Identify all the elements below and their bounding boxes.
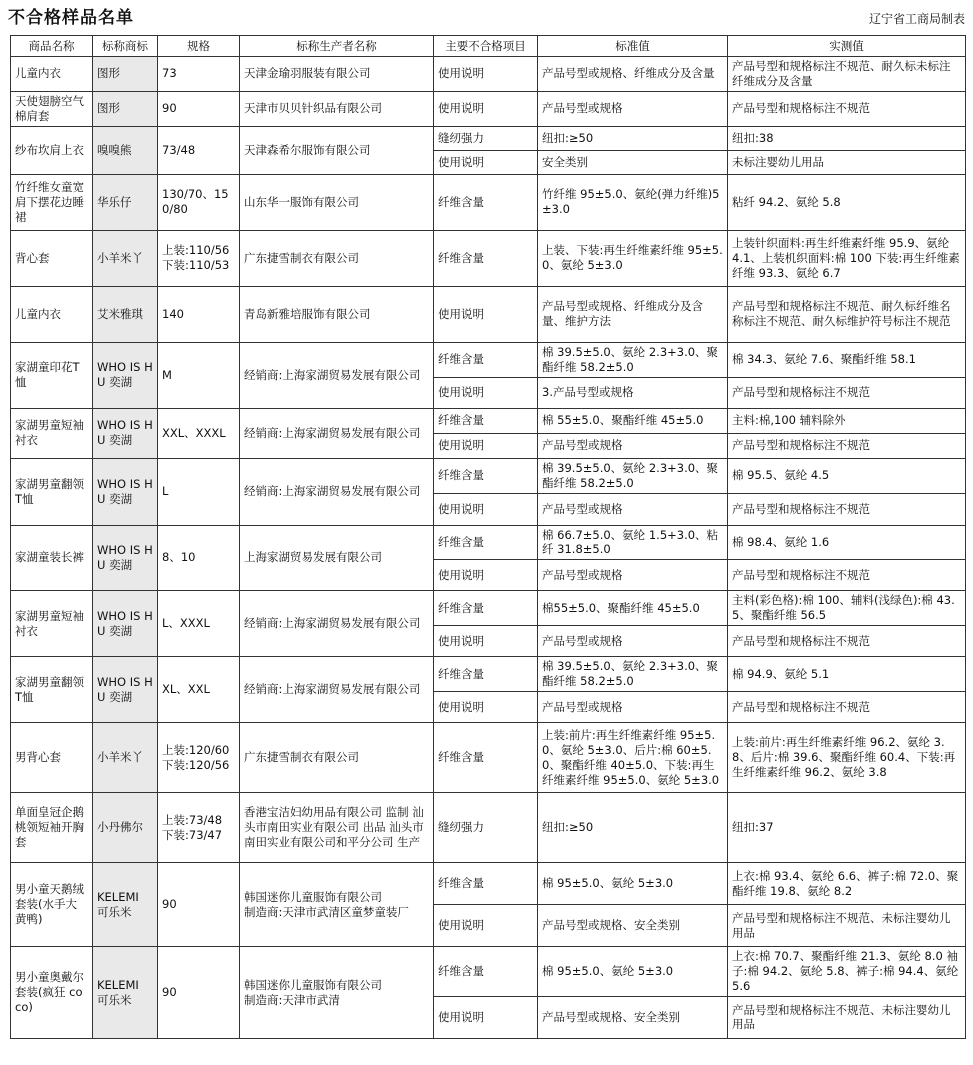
cell-measured-value: 主料:棉,100 辅料除外 — [728, 408, 966, 433]
cell-standard-value: 棉 95±5.0、氨纶 5±3.0 — [538, 863, 728, 905]
cell-product-name: 男背心套 — [11, 723, 93, 793]
cell-product-name: 家湖童装长裤 — [11, 525, 93, 591]
cell-standard-value: 产品号型或规格、安全类别 — [538, 996, 728, 1038]
cell-standard-value: 纽扣:≥50 — [538, 793, 728, 863]
table-row — [11, 863, 966, 905]
cell-measured-value: 产品号型和规格标注不规范、未标注婴幼儿用品 — [728, 905, 966, 947]
cell-brand: WHO IS HU 奕湖 — [93, 342, 158, 408]
cell-measured-value: 纽扣:38 — [728, 126, 966, 150]
cell-spec: 90 — [158, 863, 240, 947]
cell-product-name: 儿童内衣 — [11, 57, 93, 92]
cell-spec: 90 — [158, 91, 240, 126]
cell-spec: 上装:110/56 下装:110/53 — [158, 230, 240, 286]
table-row — [11, 230, 966, 286]
header-producer: 标称生产者名称 — [240, 36, 434, 57]
cell-standard-value: 产品号型或规格、纤维成分及含量、维护方法 — [538, 286, 728, 342]
cell-failed-item: 纤维含量 — [434, 591, 538, 626]
cell-failed-item: 纤维含量 — [434, 230, 538, 286]
cell-producer: 山东华一服饰有限公司 — [240, 174, 434, 230]
cell-failed-item: 使用说明 — [434, 493, 538, 525]
cell-failed-item: 使用说明 — [434, 57, 538, 92]
cell-brand: 图形 — [93, 57, 158, 92]
cell-failed-item: 使用说明 — [434, 91, 538, 126]
header-measured-value: 实测值 — [728, 36, 966, 57]
cell-spec: L — [158, 458, 240, 525]
cell-measured-value: 产品号型和规格标注不规范 — [728, 626, 966, 657]
cell-producer: 经销商:上海家湖贸易发展有限公司 — [240, 591, 434, 657]
cell-standard-value: 棉 66.7±5.0、氨纶 1.5+3.0、粘纤 31.8±5.0 — [538, 525, 728, 560]
cell-failed-item: 缝纫强力 — [434, 126, 538, 150]
cell-standard-value: 产品号型或规格 — [538, 692, 728, 723]
cell-producer: 天津市贝贝针织品有限公司 — [240, 91, 434, 126]
table-row — [11, 525, 966, 560]
cell-product-name: 儿童内衣 — [11, 286, 93, 342]
cell-brand: WHO IS HU 奕湖 — [93, 408, 158, 458]
cell-measured-value: 粘纤 94.2、氨纶 5.8 — [728, 174, 966, 230]
header-brand: 标称商标 — [93, 36, 158, 57]
cell-standard-value: 上装、下装:再生纤维素纤维 95±5.0、氨纶 5±3.0 — [538, 230, 728, 286]
cell-measured-value: 上衣:棉 70.7、聚酯纤维 21.3、氨纶 8.0 袖子:棉 94.2、氨纶 5.8、裤子:棉 94.4、氨纶 5.6 — [728, 947, 966, 997]
cell-failed-item: 纤维含量 — [434, 342, 538, 377]
cell-failed-item: 使用说明 — [434, 905, 538, 947]
cell-measured-value: 棉 98.4、氨纶 1.6 — [728, 525, 966, 560]
cell-spec: 130/70、150/80 — [158, 174, 240, 230]
cell-brand: 艾米雅琪 — [93, 286, 158, 342]
cell-failed-item: 使用说明 — [434, 626, 538, 657]
table-row — [11, 591, 966, 626]
table-row — [11, 342, 966, 377]
table-row — [11, 657, 966, 692]
table-row — [11, 91, 966, 126]
cell-measured-value: 产品号型和规格标注不规范 — [728, 493, 966, 525]
cell-failed-item: 纤维含量 — [434, 525, 538, 560]
cell-standard-value: 上装:前片:再生纤维素纤维 95±5.0、氨纶 5±3.0、后片:棉 60±5.0、聚酯纤维 40±5.0、下装:再生纤维素纤维 95±5.0、氨纶 5±3.0 — [538, 723, 728, 793]
cell-measured-value: 纽扣:37 — [728, 793, 966, 863]
cell-failed-item: 使用说明 — [434, 996, 538, 1038]
cell-standard-value: 产品号型或规格 — [538, 433, 728, 458]
cell-measured-value: 主料(彩色格):棉 100、辅料(浅绿色):棉 43.5、聚酯纤维 56.5 — [728, 591, 966, 626]
cell-brand: 小丹佛尔 — [93, 793, 158, 863]
cell-standard-value: 棉 95±5.0、氨纶 5±3.0 — [538, 947, 728, 997]
cell-spec: 90 — [158, 947, 240, 1039]
cell-spec: XXL、XXXL — [158, 408, 240, 458]
page-title: 不合格样品名单 — [8, 8, 134, 28]
cell-standard-value: 产品号型或规格 — [538, 91, 728, 126]
cell-standard-value: 棉55±5.0、聚酯纤维 45±5.0 — [538, 591, 728, 626]
cell-product-name: 背心套 — [11, 230, 93, 286]
cell-standard-value: 竹纤维 95±5.0、氨纶(弹力纤维)5±3.0 — [538, 174, 728, 230]
cell-standard-value: 棉 39.5±5.0、氨纶 2.3+3.0、聚酯纤维 58.2±5.0 — [538, 342, 728, 377]
cell-producer: 香港宝洁妇幼用品有限公司 监制 汕头市南田实业有限公司 出品 汕头市南田实业有限公司和平分公司 生产 — [240, 793, 434, 863]
cell-measured-value: 产品号型和规格标注不规范 — [728, 560, 966, 591]
table-row — [11, 126, 966, 150]
cell-product-name: 家湖男童短袖衬衣 — [11, 591, 93, 657]
cell-measured-value: 上装针织面料:再生纤维素纤维 95.9、氨纶 4.1、上装机织面料:棉 100 下装:再生纤维素纤维 93.3、氨纶 6.7 — [728, 230, 966, 286]
table-row — [11, 793, 966, 863]
cell-brand: 华乐仔 — [93, 174, 158, 230]
cell-standard-value: 纽扣:≥50 — [538, 126, 728, 150]
header-standard-value: 标准值 — [538, 36, 728, 57]
cell-failed-item: 使用说明 — [434, 692, 538, 723]
cell-brand: 图形 — [93, 91, 158, 126]
cell-producer: 经销商:上海家湖贸易发展有限公司 — [240, 657, 434, 723]
cell-producer: 经销商:上海家湖贸易发展有限公司 — [240, 458, 434, 525]
cell-product-name: 竹纤维女童宽肩下摆花边睡裙 — [11, 174, 93, 230]
header-product-name: 商品名称 — [11, 36, 93, 57]
cell-brand: KELEMI 可乐米 — [93, 863, 158, 947]
cell-standard-value: 产品号型或规格、纤维成分及含量 — [538, 57, 728, 92]
cell-spec: 73 — [158, 57, 240, 92]
table-row — [11, 723, 966, 793]
table-row — [11, 174, 966, 230]
cell-measured-value: 产品号型和规格标注不规范、耐久标纤维名称标注不规范、耐久标维护符号标注不规范 — [728, 286, 966, 342]
publisher-label: 辽宁省工商局制表 — [868, 12, 965, 26]
cell-product-name: 男小童天鹅绒套装(水手大黄鸭) — [11, 863, 93, 947]
cell-failed-item: 使用说明 — [434, 150, 538, 174]
cell-measured-value: 上装:前片:再生纤维素纤维 96.2、氨纶 3.8、后片:棉 39.6、聚酯纤维 60.4、下装:再生纤维素纤维 96.2、氨纶 3.8 — [728, 723, 966, 793]
cell-measured-value: 棉 34.3、氨纶 7.6、聚酯纤维 58.1 — [728, 342, 966, 377]
cell-standard-value: 棉 55±5.0、聚酯纤维 45±5.0 — [538, 408, 728, 433]
cell-failed-item: 使用说明 — [434, 377, 538, 408]
cell-brand: KELEMI 可乐米 — [93, 947, 158, 1039]
cell-spec: 140 — [158, 286, 240, 342]
cell-spec: 73/48 — [158, 126, 240, 174]
cell-standard-value: 棉 39.5±5.0、氨纶 2.3+3.0、聚酯纤维 58.2±5.0 — [538, 657, 728, 692]
cell-measured-value: 棉 94.9、氨纶 5.1 — [728, 657, 966, 692]
header-spec: 规格 — [158, 36, 240, 57]
noncompliant-samples-table — [10, 35, 966, 1039]
table-row — [11, 458, 966, 493]
cell-failed-item: 使用说明 — [434, 286, 538, 342]
cell-standard-value: 产品号型或规格 — [538, 560, 728, 591]
cell-failed-item: 纤维含量 — [434, 657, 538, 692]
cell-product-name: 纱布坎肩上衣 — [11, 126, 93, 174]
table-row — [11, 947, 966, 997]
cell-standard-value: 安全类别 — [538, 150, 728, 174]
cell-product-name: 单面皇冠企鹅桃领短袖开胸套 — [11, 793, 93, 863]
cell-failed-item: 缝纫强力 — [434, 793, 538, 863]
cell-measured-value: 棉 95.5、氨纶 4.5 — [728, 458, 966, 493]
cell-spec: 上装:73/48 下装:73/47 — [158, 793, 240, 863]
cell-product-name: 家湖男童翻领T恤 — [11, 458, 93, 525]
cell-spec: M — [158, 342, 240, 408]
cell-spec: 8、10 — [158, 525, 240, 591]
cell-spec: 上装:120/60 下装:120/56 — [158, 723, 240, 793]
cell-producer: 天津森希尔服饰有限公司 — [240, 126, 434, 174]
cell-spec: XL、XXL — [158, 657, 240, 723]
cell-measured-value: 产品号型和规格标注不规范、耐久标未标注纤维成分及含量 — [728, 57, 966, 92]
cell-standard-value: 3.产品号型或规格 — [538, 377, 728, 408]
cell-producer: 广东捷雪制衣有限公司 — [240, 723, 434, 793]
cell-failed-item: 纤维含量 — [434, 174, 538, 230]
cell-failed-item: 纤维含量 — [434, 947, 538, 997]
cell-brand: WHO IS HU 奕湖 — [93, 525, 158, 591]
cell-producer: 天津金瑜羽服装有限公司 — [240, 57, 434, 92]
cell-measured-value: 上衣:棉 93.4、氨纶 6.6、裤子:棉 72.0、聚酯纤维 19.8、氨纶 8.2 — [728, 863, 966, 905]
cell-producer: 经销商:上海家湖贸易发展有限公司 — [240, 408, 434, 458]
table-row — [11, 286, 966, 342]
cell-measured-value: 未标注婴幼儿用品 — [728, 150, 966, 174]
cell-measured-value: 产品号型和规格标注不规范 — [728, 433, 966, 458]
cell-standard-value: 产品号型或规格 — [538, 626, 728, 657]
cell-measured-value: 产品号型和规格标注不规范、未标注婴幼儿用品 — [728, 996, 966, 1038]
cell-standard-value: 棉 39.5±5.0、氨纶 2.3+3.0、聚酯纤维 58.2±5.0 — [538, 458, 728, 493]
cell-failed-item: 使用说明 — [434, 433, 538, 458]
table-row — [11, 57, 966, 92]
table-header-row — [11, 36, 966, 57]
cell-producer: 上海家湖贸易发展有限公司 — [240, 525, 434, 591]
cell-brand: 小羊米丫 — [93, 723, 158, 793]
cell-product-name: 天使翅膀空气棉肩套 — [11, 91, 93, 126]
cell-standard-value: 产品号型或规格、安全类别 — [538, 905, 728, 947]
cell-producer: 韩国迷你儿童服饰有限公司 制造商:天津市武清区童梦童装厂 — [240, 863, 434, 947]
cell-product-name: 家湖男童翻领T恤 — [11, 657, 93, 723]
cell-standard-value: 产品号型或规格 — [538, 493, 728, 525]
cell-failed-item: 纤维含量 — [434, 458, 538, 493]
cell-failed-item: 纤维含量 — [434, 723, 538, 793]
cell-failed-item: 使用说明 — [434, 560, 538, 591]
cell-brand: 嗅嗅熊 — [93, 126, 158, 174]
cell-failed-item: 纤维含量 — [434, 408, 538, 433]
cell-measured-value: 产品号型和规格标注不规范 — [728, 692, 966, 723]
cell-measured-value: 产品号型和规格标注不规范 — [728, 377, 966, 408]
cell-product-name: 家湖童印花T恤 — [11, 342, 93, 408]
cell-producer: 经销商:上海家湖贸易发展有限公司 — [240, 342, 434, 408]
cell-measured-value: 产品号型和规格标注不规范 — [728, 91, 966, 126]
header-failed-item: 主要不合格项目 — [434, 36, 538, 57]
cell-brand: WHO IS HU 奕湖 — [93, 657, 158, 723]
cell-producer: 韩国迷你儿童服饰有限公司 制造商:天津市武清 — [240, 947, 434, 1039]
cell-product-name: 家湖男童短袖衬衣 — [11, 408, 93, 458]
cell-producer: 青岛新雅培服饰有限公司 — [240, 286, 434, 342]
cell-brand: WHO IS HU 奕湖 — [93, 458, 158, 525]
cell-failed-item: 纤维含量 — [434, 863, 538, 905]
cell-producer: 广东捷雪制衣有限公司 — [240, 230, 434, 286]
cell-product-name: 男小童奥戴尔套装(疯狂 coco) — [11, 947, 93, 1039]
cell-brand: WHO IS HU 奕湖 — [93, 591, 158, 657]
table-row — [11, 408, 966, 433]
cell-spec: L、XXXL — [158, 591, 240, 657]
cell-brand: 小羊米丫 — [93, 230, 158, 286]
